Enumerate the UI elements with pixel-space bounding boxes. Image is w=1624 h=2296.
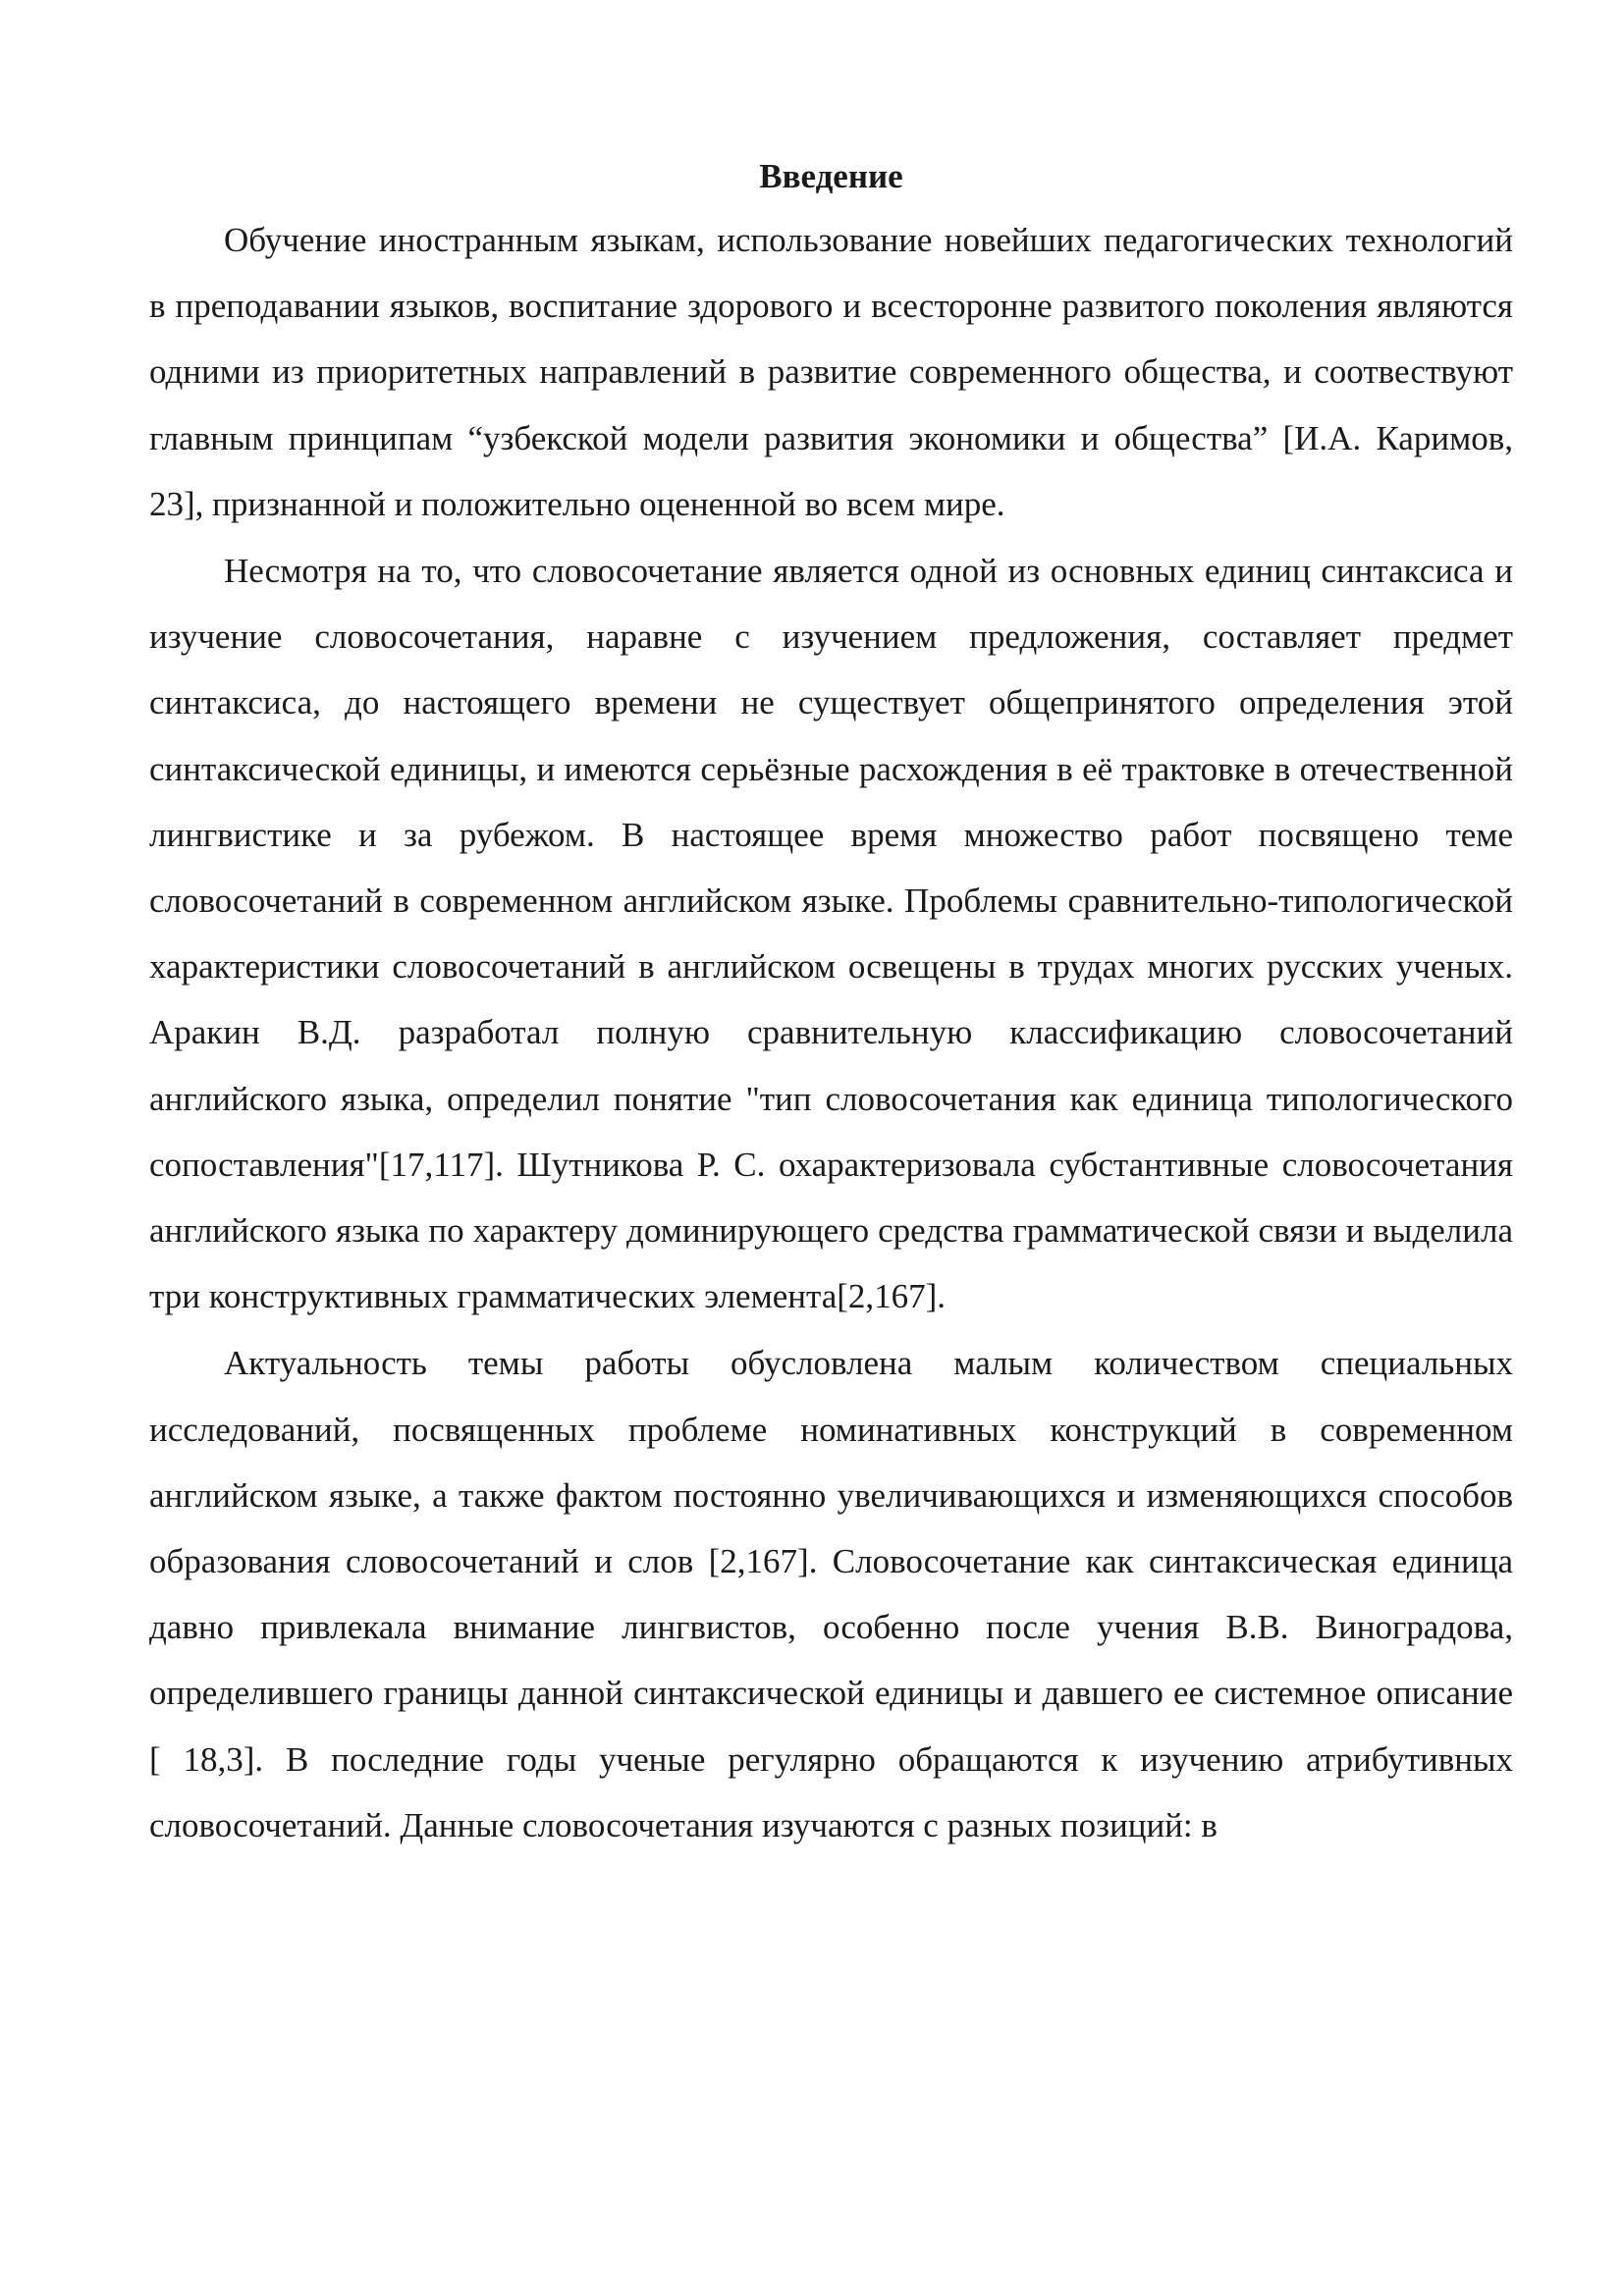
paragraph-relevance: Актуальность темы работы обусловлена малым количеством специальных исследований, посвященных проблеме номинативных конструкций в современном английском языке, а также фактом постоянно увеличивающихся и изменяющихся способов образования словосочетаний и слов [2,167]. Словосочетание как синтаксическая единица давно привлекала внимание лингвистов, особенно после учения В.В. Виноградова, определившего границы данной синтаксической единицы и давшего ее системное описание [ 18,3]. В последние годы ученые регулярно обращаются к изучению атрибутивных словосочетаний. Данные словосочетания изучаются с разных позиций: в [149, 1344, 1513, 1844]
document-title: Введение [759, 157, 903, 195]
paragraph-intro: Обучение иностранным языкам, использование новейших педагогических технологий в преподавании языков, воспитание здорового и всесторонне развитого поколения являются одними из приоритетных направлений в развитие современного общества, и соотвествуют главным принципам “узбекской модели развития экономики и общества” [И.А. Каримов, 23], признанной и положительно оцененной во всем мире. [149, 221, 1513, 523]
paragraph-syntax: Несмотря на то, что словосочетание является одной из основных единиц синтаксиса и изучение словосочетания, наравне с изучением предложения, составляет предмет синтаксиса, до настоящего времени не существует общепринятого определения этой синтаксической единицы, и имеются серьёзные расхождения в её трактовке в отечественной лингвистике и за рубежом. В настоящее время множество работ посвящено теме словосочетаний в современном английском языке. Проблемы сравнительно-типологической характеристики словосочетаний в английском освещены в трудах многих русских ученых. Аракин В.Д. разработал полную сравнительную классификацию словосочетаний английского языка, определил понятие "тип словосочетания как единица типологического сопоставления"[17,117]. Шутникова Р. С. охарактеризовала субстантивные словосочетания английского языка по характеру доминирующего средства грамматической связи и выделила три конструктивных грамматических элемента[2,167]. [149, 552, 1513, 1316]
document-body [149, 153, 1513, 1858]
